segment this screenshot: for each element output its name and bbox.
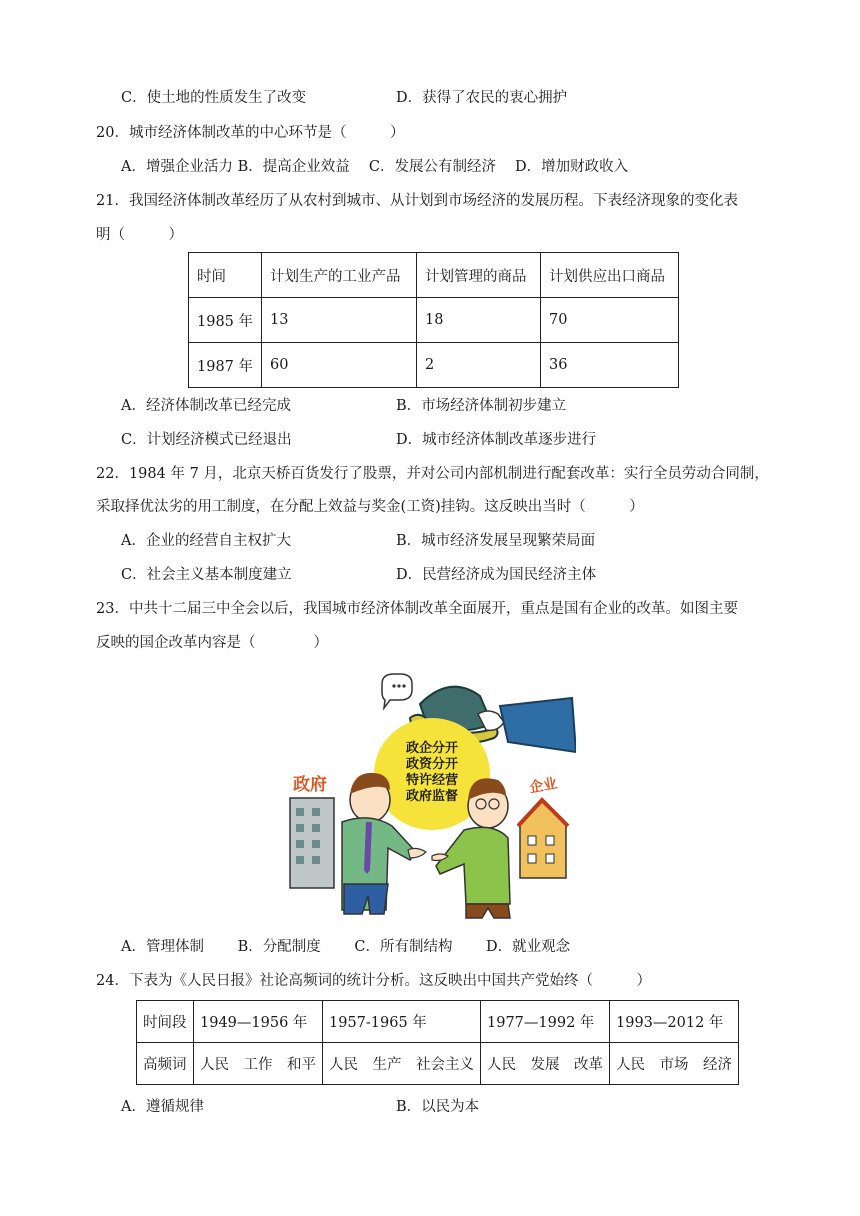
table-cell: 时间段 — [137, 1001, 194, 1043]
table-cell: 人民 市场 经济 — [610, 1043, 739, 1085]
table-cell: 计划供应出口商品 — [541, 253, 679, 298]
table-row — [189, 343, 679, 388]
table-cell: 人民 工作 和平 — [194, 1043, 323, 1085]
q21-option-c: C．计划经济模式已经退出 — [121, 432, 292, 448]
sleeve-icon — [500, 698, 576, 752]
table-cell: 60 — [262, 343, 417, 388]
q21-option-d: D．城市经济体制改革逐步进行 — [396, 432, 597, 448]
q24-stem: 24．下表为《人民日报》社论高频词的统计分析。这反映出中国共产党始终（ ） — [96, 973, 651, 989]
q24-option-a: A．遵循规律 — [121, 1099, 204, 1115]
govt-label: 政府 — [293, 775, 327, 795]
q21-option-b: B．市场经济体制初步建立 — [396, 398, 567, 414]
enterprise-building-icon — [518, 800, 568, 878]
q21-stem-line1: 21．我国经济体制改革经历了从农村到城市、从计划到市场经济的发展历程。下表经济现象的变化表 — [96, 193, 738, 209]
speech-bubble-icon — [382, 674, 412, 708]
bubble-text-2: 政资分开 — [405, 757, 459, 772]
q22-stem-line1: 22．1984 年 7 月，北京天桥百货发行了股票，并对公司内部机制进行配套改革：实行全员劳动合同制， — [96, 466, 769, 482]
q22-option-c: C．社会主义基本制度建立 — [121, 567, 292, 583]
reform-cartoon — [282, 672, 576, 922]
table-cell: 1949—1956 年 — [194, 1001, 323, 1043]
table-cell: 人民 生产 社会主义 — [323, 1043, 481, 1085]
table-cell: 13 — [262, 298, 417, 343]
table-row — [137, 1043, 739, 1085]
table-cell: 计划管理的商品 — [417, 253, 541, 298]
enterprise-label: 企业 — [528, 775, 559, 797]
q23-stem-line1: 23．中共十二届三中全会以后，我国城市经济体制改革全面展开，重点是国有企业的改革。如图主要 — [96, 601, 738, 617]
q21-table — [188, 252, 679, 388]
q23-stem-line2: 反映的国企改革内容是（ ） — [96, 635, 328, 651]
q22-option-b: B．城市经济发展呈现繁荣局面 — [396, 533, 596, 549]
q20-stem: 20．城市经济体制改革的中心环节是（ ） — [96, 125, 405, 141]
table-row — [189, 298, 679, 343]
q19-option-c: C．使土地的性质发生了改变 — [121, 90, 307, 106]
table-cell: 70 — [541, 298, 679, 343]
bubble-text-1: 政企分开 — [405, 741, 459, 756]
table-cell: 1985 年 — [189, 298, 262, 343]
table-row — [137, 1001, 739, 1043]
q21-option-a: A．经济体制改革已经完成 — [121, 398, 291, 414]
government-building-icon — [290, 798, 334, 888]
q20-options: A．增强企业活力 B．提高企业效益 C．发展公有制经济 D．增加财政收入 — [121, 159, 629, 175]
table-cell: 1977—1992 年 — [481, 1001, 610, 1043]
table-cell: 1993—2012 年 — [610, 1001, 739, 1043]
q22-option-a: A．企业的经营自主权扩大 — [121, 533, 291, 549]
bubble-text-4: 政府监督 — [405, 789, 459, 804]
table-cell: 时间 — [189, 253, 262, 298]
table-cell: 高频词 — [137, 1043, 194, 1085]
q21-stem-line2: 明（ ） — [96, 227, 183, 243]
table-cell: 计划生产的工业产品 — [262, 253, 417, 298]
q22-stem-line2: 采取择优汰劣的用工制度，在分配上效益与奖金(工资)挂钩。这反映出当时（ ） — [96, 499, 644, 515]
table-cell: 人民 发展 改革 — [481, 1043, 610, 1085]
q23-options: A．管理体制 B．分配制度 C．所有制结构 D．就业观念 — [121, 939, 571, 955]
q24-option-b: B．以民为本 — [396, 1099, 480, 1115]
table-cell: 1957-1965 年 — [323, 1001, 481, 1043]
bubble-text-3: 特许经营 — [405, 773, 459, 788]
table-cell: 2 — [417, 343, 541, 388]
q24-table — [136, 1000, 739, 1085]
table-cell: 18 — [417, 298, 541, 343]
q19-option-d: D．获得了农民的衷心拥护 — [396, 90, 568, 106]
table-cell: 1987 年 — [189, 343, 262, 388]
table-row — [189, 253, 679, 298]
table-cell: 36 — [541, 343, 679, 388]
q22-option-d: D．民营经济成为国民经济主体 — [396, 567, 597, 583]
